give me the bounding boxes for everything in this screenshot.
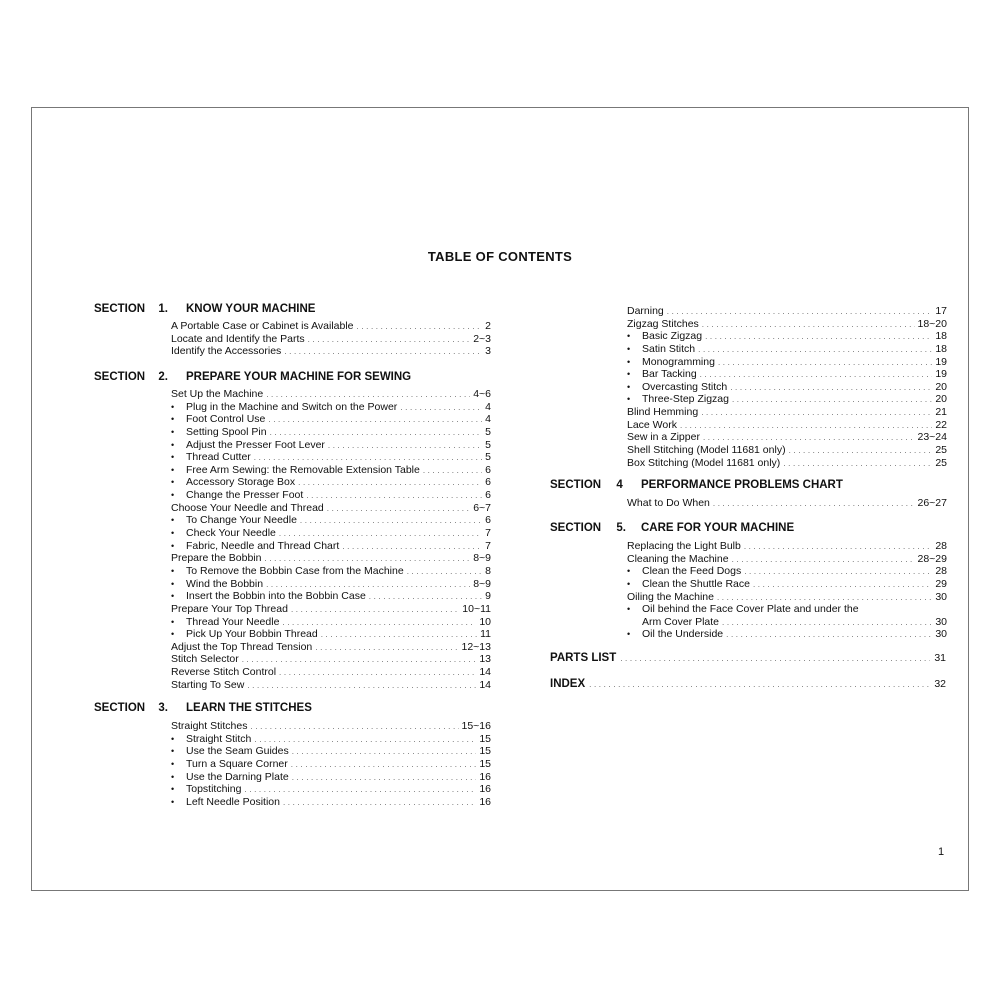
toc-entry[interactable] <box>627 540 947 553</box>
section-4-entries <box>627 497 947 510</box>
toc-entry[interactable] <box>627 368 947 381</box>
toc-entry[interactable] <box>627 330 947 343</box>
dot-leader <box>713 498 915 511</box>
toc-entry[interactable] <box>627 431 947 444</box>
toc-entry-text: • Overcasting Stitch <box>627 381 727 394</box>
page-title: TABLE OF CONTENTS <box>427 249 573 264</box>
toc-entry[interactable] <box>171 603 491 616</box>
toc-entry-page: 22 <box>935 418 947 431</box>
toc-entry-text: • Oil the Underside <box>627 628 723 641</box>
section-title: PREPARE YOUR MACHINE FOR SEWING <box>186 371 412 383</box>
toc-entry-page: 29 <box>935 577 947 590</box>
toc-entry[interactable] <box>171 426 491 439</box>
section-3-continued-entries <box>627 305 947 469</box>
toc-entry[interactable] <box>627 356 947 369</box>
toc-entry-page: 7 <box>485 539 491 552</box>
toc-entry-text: • Thread Your Needle <box>171 616 279 629</box>
section-label: SECTION <box>94 371 146 383</box>
section-title: PERFORMANCE PROBLEMS CHART <box>641 479 843 491</box>
toc-entry-page: 5 <box>485 438 491 451</box>
toc-entry[interactable] <box>627 497 947 510</box>
section-label: SECTION <box>94 702 146 714</box>
toc-entry-page: 8~9 <box>473 552 491 565</box>
toc-entry[interactable] <box>171 333 491 346</box>
toc-entry[interactable] <box>171 745 491 758</box>
toc-entry-text: Zigzag Stitches <box>627 317 699 330</box>
dot-leader <box>620 654 930 663</box>
toc-entry[interactable] <box>171 320 491 333</box>
toc-entry[interactable] <box>171 464 491 477</box>
toc-entry[interactable] <box>171 345 491 358</box>
toc-entry[interactable] <box>171 489 491 502</box>
toc-entry-page: 28~29 <box>917 552 947 565</box>
toc-entry[interactable] <box>627 444 947 457</box>
toc-entry-text: • Change the Presser Foot <box>171 489 303 502</box>
section-number: 3. <box>158 702 168 714</box>
toc-entry-text: • To Change Your Needle <box>171 514 297 527</box>
toc-entry-text: Lace Work <box>627 418 677 431</box>
toc-entry[interactable] <box>627 553 947 566</box>
toc-entry-page: 6 <box>485 514 491 527</box>
toc-entry[interactable] <box>627 305 947 318</box>
toc-entry[interactable] <box>171 565 491 578</box>
toc-entry-page: 30 <box>935 615 947 628</box>
section-2-heading <box>94 371 412 383</box>
toc-entry-text: Stitch Selector <box>171 653 239 666</box>
toc-entry-page: 19 <box>935 368 947 381</box>
dot-leader <box>283 797 476 810</box>
section-number: 5. <box>616 522 626 534</box>
toc-entry-page: 28 <box>935 565 947 578</box>
section-1-heading <box>94 303 316 315</box>
toc-entry-text: • Setting Spool Pin <box>171 426 267 439</box>
toc-entry-text: A Portable Case or Cabinet is Available <box>171 320 354 332</box>
dot-leader <box>726 629 932 642</box>
toc-entry[interactable] <box>171 733 491 746</box>
toc-entry-text: • Foot Control Use <box>171 413 265 426</box>
toc-entry-text: • Check Your Needle <box>171 527 276 540</box>
parts-list-page: 31 <box>934 652 946 664</box>
toc-entry-page: 19 <box>935 355 947 368</box>
toc-entry-page: 8 <box>485 564 491 577</box>
toc-entry-page: 15 <box>479 732 491 745</box>
toc-entry-text: • Fabric, Needle and Thread Chart <box>171 540 339 553</box>
toc-entry[interactable] <box>171 540 491 553</box>
toc-entry[interactable] <box>171 679 491 692</box>
toc-entry-page: 21 <box>935 406 947 419</box>
toc-entry-page: 6~7 <box>473 501 491 514</box>
toc-entry-text: • Use the Darning Plate <box>171 771 289 784</box>
toc-entry[interactable] <box>627 318 947 331</box>
toc-entry-page: 14 <box>479 666 491 679</box>
toc-entry[interactable] <box>627 628 947 641</box>
toc-entry-text: • Three-Step Zigzag <box>627 393 729 406</box>
toc-entry-text: • Plug in the Machine and Switch on the Power <box>171 401 397 414</box>
toc-entry-page: 26~27 <box>917 497 947 509</box>
section-title: KNOW YOUR MACHINE <box>186 303 316 315</box>
section-label: SECTION <box>94 303 146 315</box>
toc-entry[interactable] <box>171 527 491 540</box>
toc-entry-text: • Insert the Bobbin into the Bobbin Case <box>171 590 366 603</box>
toc-entry[interactable] <box>171 616 491 629</box>
toc-entry-page: 18~20 <box>917 317 947 330</box>
toc-entry[interactable] <box>171 476 491 489</box>
toc-entry-page: 8~9 <box>473 577 491 590</box>
toc-entry-text: Prepare the Bobbin <box>171 552 262 565</box>
toc-entry-page: 3 <box>485 345 491 358</box>
toc-entry-text: Starting To Sew <box>171 678 245 691</box>
index-entry[interactable] <box>550 678 946 690</box>
toc-entry-text: • Left Needle Position <box>171 796 280 809</box>
toc-entry[interactable] <box>627 591 947 604</box>
toc-entry[interactable] <box>171 388 491 401</box>
dot-leader <box>247 680 476 693</box>
toc-entry[interactable] <box>171 590 491 603</box>
toc-entry-text: Shell Stitching (Model 11681 only) <box>627 444 786 457</box>
toc-entry-page: 14 <box>479 678 491 691</box>
toc-entry-text: Choose Your Needle and Thread <box>171 501 324 514</box>
toc-entry-text: • Use the Seam Guides <box>171 745 289 758</box>
toc-entry-page: 15 <box>479 757 491 770</box>
toc-entry[interactable] <box>171 401 491 414</box>
section-number: 4 <box>616 479 623 491</box>
dot-leader <box>783 458 932 471</box>
section-title: CARE FOR YOUR MACHINE <box>641 522 795 534</box>
toc-entry-page: 18 <box>935 330 947 343</box>
toc-entry[interactable] <box>627 457 947 470</box>
toc-entry-page: 16 <box>479 770 491 783</box>
toc-entry-page: 15~16 <box>461 720 491 732</box>
toc-entry[interactable] <box>171 653 491 666</box>
toc-entry-page: 6 <box>485 463 491 476</box>
toc-entry[interactable] <box>627 419 947 432</box>
toc-entry[interactable] <box>627 578 947 591</box>
toc-entry-page: 11 <box>480 628 491 641</box>
toc-entry-text: Set Up the Machine <box>171 388 264 400</box>
parts-list-entry[interactable] <box>550 652 946 664</box>
toc-entry-text: Adjust the Top Thread Tension <box>171 640 313 653</box>
section-3-entries <box>171 720 491 808</box>
toc-entry-page: 4~6 <box>473 388 491 400</box>
toc-entry-page: 30 <box>935 590 947 603</box>
toc-entry-page: 18 <box>935 342 947 355</box>
toc-entry[interactable] <box>171 413 491 426</box>
section-number: 2. <box>158 371 168 383</box>
toc-entry-page: 25 <box>935 444 947 457</box>
section-1-entries <box>171 320 491 358</box>
toc-entry-text: • Turn a Square Corner <box>171 758 288 771</box>
toc-entry-page: 6 <box>485 489 491 502</box>
toc-entry-page: 2~3 <box>473 332 491 345</box>
toc-entry[interactable] <box>171 628 491 641</box>
toc-entry-text: • Topstitching <box>171 783 241 796</box>
toc-entry[interactable] <box>627 616 947 629</box>
toc-entry-text: • To Remove the Bobbin Case from the Machine <box>171 565 404 578</box>
parts-list-label: PARTS LIST <box>550 652 617 664</box>
toc-entry[interactable] <box>627 565 947 578</box>
toc-entry[interactable] <box>171 439 491 452</box>
section-3-heading <box>94 702 312 714</box>
toc-entry-page: 6 <box>485 476 491 489</box>
toc-entry-text: Prepare Your Top Thread <box>171 602 288 615</box>
section-4-heading <box>550 479 843 491</box>
toc-entry-text: • Straight Stitch <box>171 733 251 746</box>
section-label: SECTION <box>550 522 602 534</box>
toc-entry-text: • Adjust the Presser Foot Lever <box>171 439 325 452</box>
toc-entry[interactable] <box>171 771 491 784</box>
toc-entry[interactable] <box>627 393 947 406</box>
section-title: LEARN THE STITCHES <box>186 702 312 714</box>
toc-entry-text: • Bar Tacking <box>627 368 697 381</box>
toc-entry-text: • Oil behind the Face Cover Plate and under the <box>627 603 859 616</box>
toc-entry-page: 9 <box>485 590 491 603</box>
toc-entry-text: • Free Arm Sewing: the Removable Extension Table <box>171 464 420 477</box>
toc-entry-text: Locate and Identify the Parts <box>171 332 305 345</box>
toc-entry[interactable] <box>171 514 491 527</box>
index-page: 32 <box>934 678 946 690</box>
toc-entry-text: • Pick Up Your Bobbin Thread <box>171 628 318 641</box>
toc-entry-page: 12~13 <box>461 640 491 653</box>
toc-entry-page: 13 <box>479 653 491 666</box>
toc-entry-text: • Thread Cutter <box>171 451 251 464</box>
toc-entry[interactable] <box>627 406 947 419</box>
toc-entry-text: • Monogramming <box>627 356 715 369</box>
toc-entry-page: 5 <box>485 425 491 438</box>
toc-entry-text: Replacing the Light Bulb <box>627 540 741 552</box>
toc-entry-text: Sew in a Zipper <box>627 431 700 444</box>
toc-entry-text: • Accessory Storage Box <box>171 476 295 489</box>
toc-entry-text: • Clean the Shuttle Race <box>627 578 750 591</box>
toc-entry[interactable] <box>171 451 491 464</box>
toc-entry-page: 16 <box>479 783 491 796</box>
section-number: 1. <box>158 303 168 315</box>
toc-entry-page: 4 <box>485 413 491 426</box>
toc-entry[interactable] <box>171 641 491 654</box>
toc-entry-page: 30 <box>935 628 947 641</box>
toc-entry[interactable] <box>171 578 491 591</box>
toc-entry-text: Cleaning the Machine <box>627 552 729 565</box>
toc-entry-text: What to Do When <box>627 497 710 509</box>
section-5-heading <box>550 522 795 534</box>
toc-entry-page: 7 <box>485 527 491 540</box>
section-label: SECTION <box>550 479 602 491</box>
page-number: 1 <box>938 846 945 858</box>
toc-entry-text: • Basic Zigzag <box>627 330 702 343</box>
toc-entry[interactable] <box>171 666 491 679</box>
toc-entry-text: • Wind the Bobbin <box>171 578 263 591</box>
toc-entry[interactable] <box>627 343 947 356</box>
toc-entry[interactable] <box>171 502 491 515</box>
dot-leader <box>589 680 930 689</box>
toc-entry-text: Box Stitching (Model 11681 only) <box>627 456 781 469</box>
toc-entry-page: 5 <box>485 451 491 464</box>
index-label: INDEX <box>550 678 586 690</box>
toc-entry-page: 15 <box>479 745 491 758</box>
toc-entry-page: 28 <box>935 540 947 552</box>
toc-entry-page: 4 <box>485 400 491 413</box>
toc-entry[interactable] <box>627 381 947 394</box>
toc-entry-text: Arm Cover Plate <box>642 615 720 628</box>
toc-entry[interactable] <box>171 758 491 771</box>
toc-entry[interactable] <box>171 552 491 565</box>
toc-entry-text: Oiling the Machine <box>627 590 714 603</box>
toc-entry-page: 2 <box>485 320 491 332</box>
toc-entry-page: 10~11 <box>462 602 491 615</box>
toc-entry-text: Blind Hemming <box>627 406 699 419</box>
toc-entry[interactable] <box>627 603 947 616</box>
toc-entry-page: 20 <box>935 380 947 393</box>
toc-entry-text: Straight Stitches <box>171 720 248 732</box>
toc-entry-page: 20 <box>935 393 947 406</box>
section-2-entries <box>171 388 491 691</box>
toc-entry-text: • Clean the Feed Dogs <box>627 565 741 578</box>
toc-entry[interactable] <box>171 720 491 733</box>
toc-entry[interactable] <box>171 783 491 796</box>
toc-entry-page: 23~24 <box>917 431 947 444</box>
toc-entry-page: 25 <box>935 456 947 469</box>
toc-entry-text: • Satin Stitch <box>627 343 695 356</box>
section-5-entries <box>627 540 947 641</box>
dot-leader <box>284 346 482 359</box>
toc-entry-text: Reverse Stitch Control <box>171 666 277 679</box>
toc-entry-text: Darning <box>627 305 664 317</box>
toc-entry-page: 17 <box>935 305 947 317</box>
toc-entry-page: 16 <box>479 795 491 808</box>
toc-entry-text: Identify the Accessories <box>171 345 282 358</box>
toc-entry[interactable] <box>171 796 491 809</box>
toc-entry-page: 10 <box>479 615 491 628</box>
